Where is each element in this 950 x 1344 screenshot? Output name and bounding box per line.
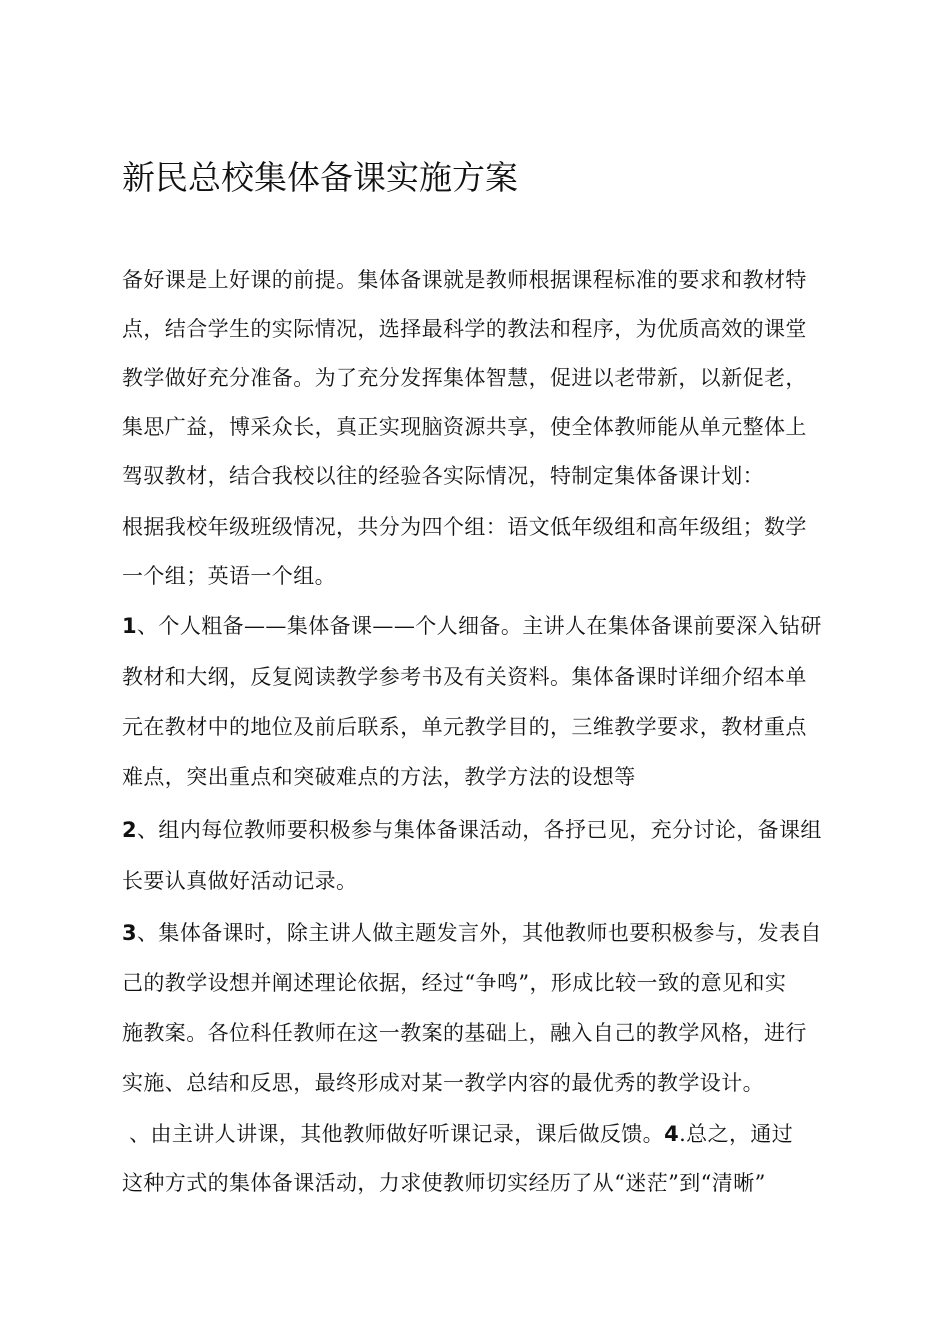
item-text: 、由主讲人讲课，其他教师做好听课记录，课后做反馈。: [122, 1122, 665, 1146]
paragraph-line: 己的教学设想并阐述理论依据，经过“争鸣”，形成比较一致的意见和实: [122, 971, 787, 995]
item-number: 1: [122, 614, 138, 638]
item-separator: .: [679, 1122, 687, 1146]
item-number: 2: [122, 818, 138, 842]
item-number: 3: [122, 921, 138, 945]
item-number: 4: [664, 1122, 680, 1146]
paragraph-line: 驾驭教材，结合我校以往的经验各实际情况，特制定集体备课计划：: [122, 464, 764, 488]
paragraph-line: 备好课是上好课的前提。集体备课就是教师根据课程标准的要求和教材特: [122, 268, 807, 292]
list-item-3-line: [122, 918, 822, 948]
paragraph-line: 根据我校年级班级情况，共分为四个组：语文低年级组和高年级组；数学: [122, 515, 807, 539]
item-separator: 、: [137, 818, 159, 842]
item-text: 组内每位教师要积极参与集体备课活动，各抒已见，充分讨论，备课组: [158, 818, 822, 842]
paragraph-line: 长要认真做好活动记录。: [122, 869, 358, 893]
paragraph-line: 点，结合学生的实际情况，选择最科学的教法和程序，为优质高效的课堂: [122, 317, 807, 341]
paragraph-line: 一个组；英语一个组。: [122, 564, 336, 588]
paragraph-line: 难点，突出重点和突破难点的方法，教学方法的设想等: [122, 765, 636, 789]
paragraph-line: 施教案。各位科任教师在这一教案的基础上，融入自己的教学风格，进行: [122, 1021, 807, 1045]
paragraph-line: 实施、总结和反思，最终形成对某一教学内容的最优秀的教学设计。: [122, 1071, 764, 1095]
item-separator: 、: [137, 614, 159, 638]
paragraph-line: 元在教材中的地位及前后联系，单元教学目的，三维教学要求，教材重点: [122, 715, 807, 739]
paragraph-line: 教学做好充分准备。为了充分发挥集体智慧，促进以老带新，以新促老，: [122, 366, 807, 390]
paragraph-line: 集思广益，博采众长，真正实现脑资源共享，使全体教师能从单元整体上: [122, 415, 807, 439]
list-item-2-line: [122, 815, 822, 845]
paragraph-line: 这种方式的集体备课活动，力求使教师切实经历了从“迷茫”到“清晰”: [122, 1171, 766, 1195]
document-title: 新民总校集体备课实施方案: [122, 158, 518, 197]
item-text: 个人粗备——集体备课——个人细备。主讲人在集体备课前要深入钻研: [158, 614, 822, 638]
item-text: 集体备课时，除主讲人做主题发言外，其他教师也要积极参与，发表自: [158, 921, 822, 945]
item-separator: 、: [137, 921, 159, 945]
paragraph-line: 教材和大纲，反复阅读教学参考书及有关资料。集体备课时详细介绍本单: [122, 665, 807, 689]
list-item-4-line: [122, 1119, 793, 1149]
list-item-1-line: [122, 611, 822, 641]
item-text: 总之，通过: [686, 1122, 794, 1146]
